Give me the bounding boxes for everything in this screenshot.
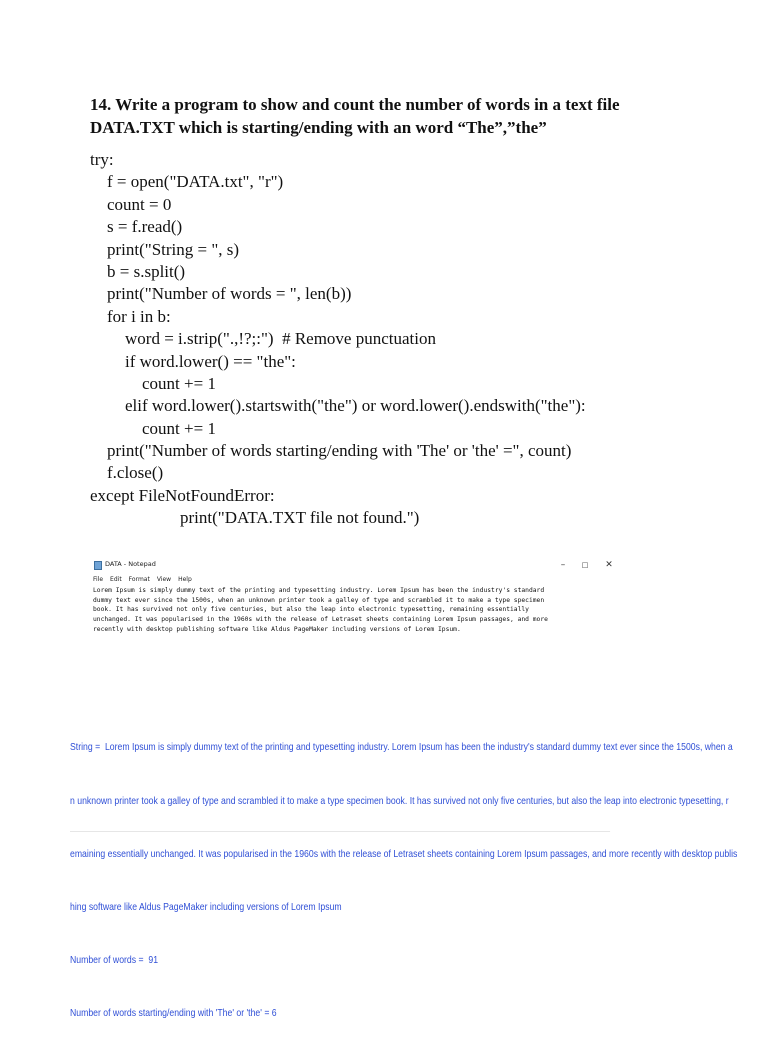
menu-view: View xyxy=(156,576,172,583)
code-line: word = i.strip(".,!?;:") # Remove punctuation xyxy=(125,329,436,349)
code-line: if word.lower() == "the": xyxy=(125,351,296,371)
minimize-icon: – xyxy=(560,560,566,570)
code-line: print("Number of words = ", len(b)) xyxy=(107,284,352,304)
menu-format: Format xyxy=(128,576,150,583)
code-line: print("String = ", s) xyxy=(107,239,240,259)
code-line: count += 1 xyxy=(142,418,216,438)
notepad-line: dummy text ever since the 1500s, when an unknown printer took a galley of type and scrambled it to make a type specimen xyxy=(93,596,545,604)
menu-edit: Edit xyxy=(110,576,122,583)
maximize-icon: □ xyxy=(581,561,589,569)
notepad-line: book. It has survived not only five centuries, but also the leap into electronic typesetting, remaining essentially xyxy=(93,606,529,614)
output-line: Number of words starting/ending with 'The' or 'the' = 6 xyxy=(70,1007,277,1019)
menu-help: Help xyxy=(178,576,192,583)
code-line: s = f.read() xyxy=(107,217,183,237)
notepad-line: recently with desktop publishing software like Aldus PageMaker including versions of Lorem Ipsum. xyxy=(93,625,461,633)
output-line: emaining essentially unchanged. It was popularised in the 1960s with the release of Letraset sheets containing Lorem Ipsum passages, and more recently with desktop publis xyxy=(70,848,738,860)
notepad-titlebar xyxy=(90,559,618,573)
output-line: n unknown printer took a galley of type and scrambled it to make a type specimen book. It has survived not only five centuries, but also the leap into electronic typesetting, r xyxy=(70,795,729,807)
menu-file: File xyxy=(93,576,104,583)
code-line: elif word.lower().startswith("the") or word.lower().endswith("the"): xyxy=(125,396,586,416)
question-heading xyxy=(90,93,710,139)
notepad-title: DATA - Notepad xyxy=(105,560,156,568)
output-line: Number of words = 91 xyxy=(70,954,159,966)
code-line: try: xyxy=(90,150,114,169)
code-line: for i in b: xyxy=(107,306,171,326)
output-line: hing software like Aldus PageMaker including versions of Lorem Ipsum xyxy=(70,901,342,913)
close-icon: ✕ xyxy=(605,560,613,570)
code-line: f.close() xyxy=(107,463,164,483)
notepad-screenshot xyxy=(90,556,618,646)
output-line: String = Lorem Ipsum is simply dummy text of the printing and typesetting industry. Lorem Ipsum has been the industry's standard dummy text ever since the 1500s, when a xyxy=(70,742,733,754)
notepad-text xyxy=(93,586,615,635)
notepad-line: unchanged. It was popularised in the 1960s with the release of Letraset sheets containing Lorem Ipsum passages, and more xyxy=(93,616,548,624)
question-line-2: DATA.TXT which is starting/ending with an word “The”,”the” xyxy=(90,118,547,137)
notepad-menubar xyxy=(93,576,192,585)
program-output xyxy=(70,704,738,1019)
notepad-icon xyxy=(94,561,102,570)
code-line: print("Number of words starting/ending with 'The' or 'the' =", count) xyxy=(107,441,572,461)
code-line: count = 0 xyxy=(107,194,172,214)
code-line: except FileNotFoundError: xyxy=(90,485,275,505)
notepad-line: Lorem Ipsum is simply dummy text of the printing and typesetting industry. Lorem Ipsum has been the industry's standard xyxy=(93,587,545,594)
code-line: b = s.split() xyxy=(107,261,186,281)
code-listing xyxy=(90,149,730,530)
question-line-1: 14. Write a program to show and count the number of words in a text file xyxy=(90,95,620,114)
code-line: print("DATA.TXT file not found.") xyxy=(180,508,420,528)
code-line: f = open("DATA.txt", "r") xyxy=(107,172,284,192)
code-line: count += 1 xyxy=(142,373,216,393)
